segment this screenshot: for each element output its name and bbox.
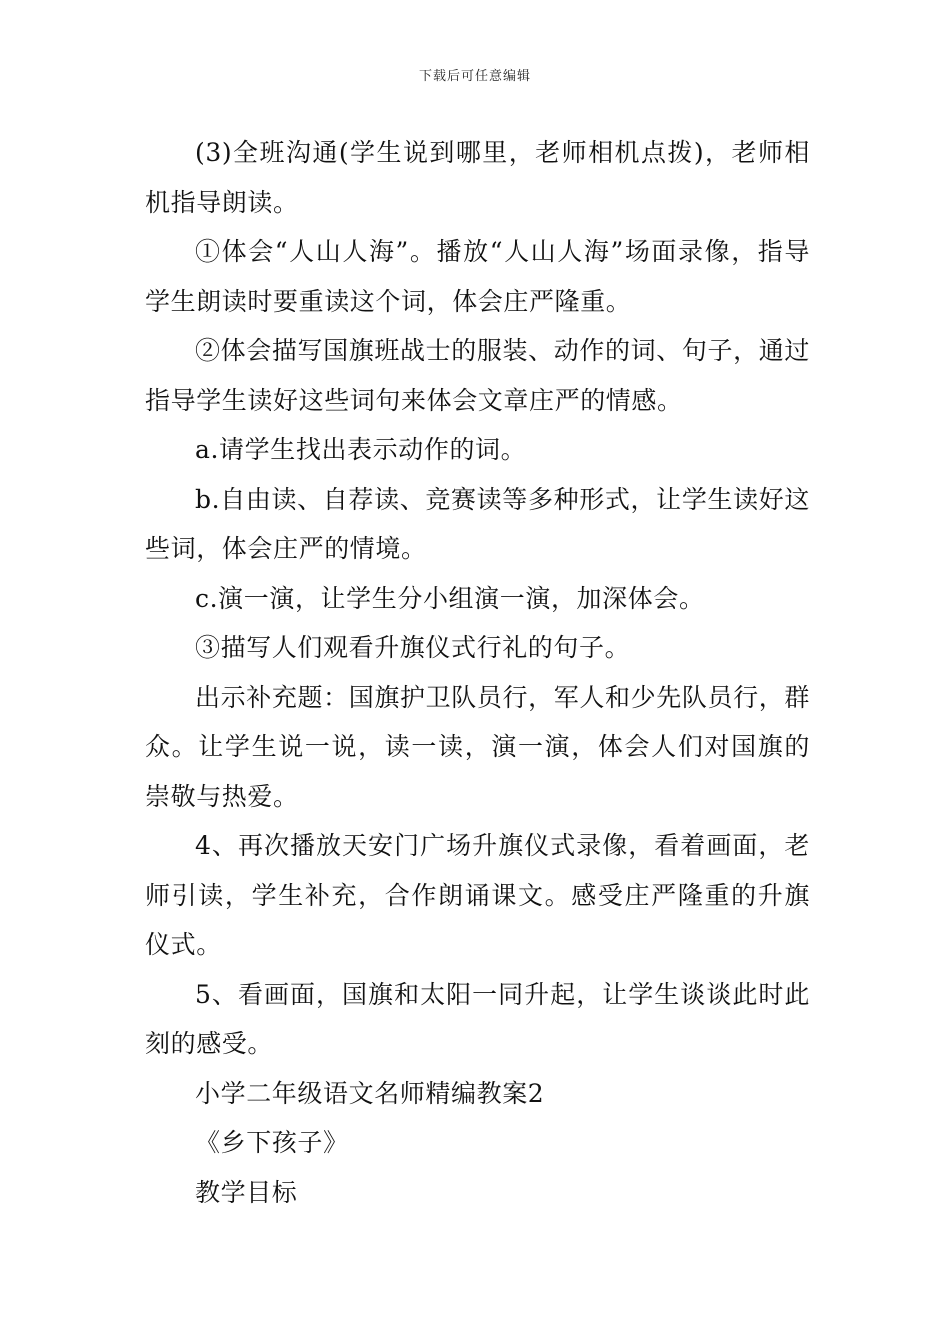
paragraph: 4、再次播放天安门广场升旗仪式录像，看着画面，老师引读，学生补充，合作朗诵课文。感受庄严隆重的升旗仪式。 <box>145 831 810 959</box>
paragraph: c.演一演，让学生分小组演一演，加深体会。 <box>195 583 705 613</box>
paragraph: 5、看画面，国旗和太阳一同升起，让学生谈谈此时此刻的感受。 <box>145 979 810 1058</box>
document-body <box>145 128 810 1217</box>
paragraph: a.请学生找出表示动作的词。 <box>195 435 527 464</box>
paragraph: (3)全班沟通(学生说到哪里，老师相机点拨)，老师相机指导朗读。 <box>145 138 810 217</box>
lesson-title: 《乡下孩子》 <box>195 1128 349 1157</box>
paragraph: ①体会“人山人海”。播放“人山人海”场面录像，指导学生朗读时要重读这个词，体会庄严隆重。 <box>145 237 810 316</box>
paragraph: ②体会描写国旗班战士的服装、动作的词、句子，通过指导学生读好这些词句来体会文章庄严的情感。 <box>145 336 810 415</box>
paragraph: 出示补充题：国旗护卫队员行，军人和少先队员行，群众。让学生说一说，读一读，演一演，体会人们对国旗的崇敬与热爱。 <box>145 682 810 811</box>
paragraph: b.自由读、自荐读、竞赛读等多种形式，让学生读好这些词，体会庄严的情境。 <box>145 484 810 563</box>
paragraph: ③描写人们观看升旗仪式行礼的句子。 <box>195 633 631 662</box>
subsection-heading: 教学目标 <box>195 1177 298 1207</box>
section-title: 小学二年级语文名师精编教案2 <box>195 1078 545 1108</box>
page-header: 下载后可任意编辑 <box>418 69 531 84</box>
